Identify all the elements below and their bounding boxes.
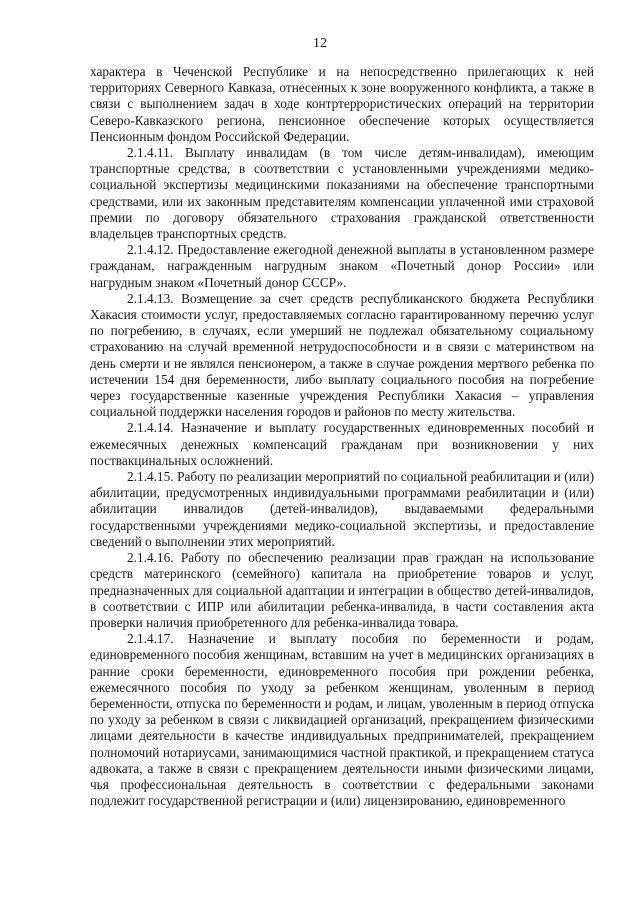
page-number: 12 [313, 36, 327, 51]
paragraph-2-1-4-17: 2.1.4.17. Назначение и выплату пособия по беременности и родам, единовременного пособия женщинам, вставшим на учет в медицинских организациях в ранние сроки беременности, единовременного пособия при рождении ребенка, ежемесячного пособия по уходу за ребенком женщинам, уволенным в период беременности, отпуска по беременности и родам, и лицам, уволенным в период отпуска по уходу за ребенком в связи с ликвидацией организаций, прекращением физическими лицами деятельности в качестве индивидуальных предпринимателей, прекращением полномочий нотариусами, занимающимися частной практикой, и прекращением статуса адвоката, а также в связи с прекращением деятельности иными физическими лицами, чья профессиональная деятельность в соответствии с федеральными законами подлежит государственной регистрации и (или) лицензированию, единовременного [90, 631, 594, 809]
paragraph-2-1-4-12: 2.1.4.12. Предоставление ежегодной денежной выплаты в установленном размере гражданам, награжденным нагрудным знаком «Почетный донор России» или нагрудным знаком «Почетный донор СССР». [90, 242, 594, 290]
paragraph-2-1-4-14: 2.1.4.14. Назначение и выплату государственных единовременных пособий и ежемесячных денежных компенсаций гражданам при возникновении у них поствакцинальных осложнений. [90, 420, 594, 468]
paragraph-2-1-4-15: 2.1.4.15. Работу по реализации мероприятий по социальной реабилитации и (или) абилитации, предусмотренных индивидуальными программами реабилитации и (или) абилитации инвалидов (детей-инвалидов), выдаваемыми федеральными государственными учреждениями медико-социальной экспертизы, и предоставление сведений о выполнении этих мероприятий. [90, 469, 594, 549]
paragraph-continuation: характера в Чеченской Республике и на непосредственно прилегающих к ней территориях Северного Кавказа, отнесенных к зоне вооруженного конфликта, а также в связи с выполнением задач в ходе контртеррористических операций на территории Северо-Кавказского региона, пенсионное обеспечение которых осуществляется Пенсионным фондом Российской Федерации. [90, 64, 594, 144]
paragraph-2-1-4-13: 2.1.4.13. Возмещение за счет средств республиканского бюджета Республики Хакасия стоимости услуг, предоставляемых согласно гарантированному перечню услуг по погребению, в случаях, если умерший не подлежал обязательному социальному страхованию на случай временной нетрудоспособности и в связи с материнством на день смерти и не являлся пенсионером, а также в случае рождения мертвого ребенка по истечении 154 дня беременности, либо выплату социального пособия на погребение через государственные казенные учреждения Республики Хакасия – управления социальной поддержки населения городов и районов по месту жительства. [90, 290, 594, 420]
document-body [90, 64, 594, 809]
paragraph-2-1-4-11: 2.1.4.11. Выплату инвалидам (в том числе детям-инвалидам), имеющим транспортные средства, в соответствии с установленными учреждениями медико-социальной экспертизы медицинскими показаниями на обеспечение транспортными средствами, или их законным представителям компенсации уплаченной ими страховой премии по договору обязательного страхования гражданской ответственности владельцев транспортных средств. [90, 145, 594, 242]
paragraph-2-1-4-16: 2.1.4.16. Работу по обеспечению реализации прав граждан на использование средств материнского (семейного) капитала на приобретение товаров и услуг, предназначенных для социальной адаптации и интеграции в общество детей-инвалидов, в соответствии с ИПР или абилитации ребенка-инвалида, в части составления акта проверки наличия приобретенного для ребенка-инвалида товара. [90, 550, 594, 630]
